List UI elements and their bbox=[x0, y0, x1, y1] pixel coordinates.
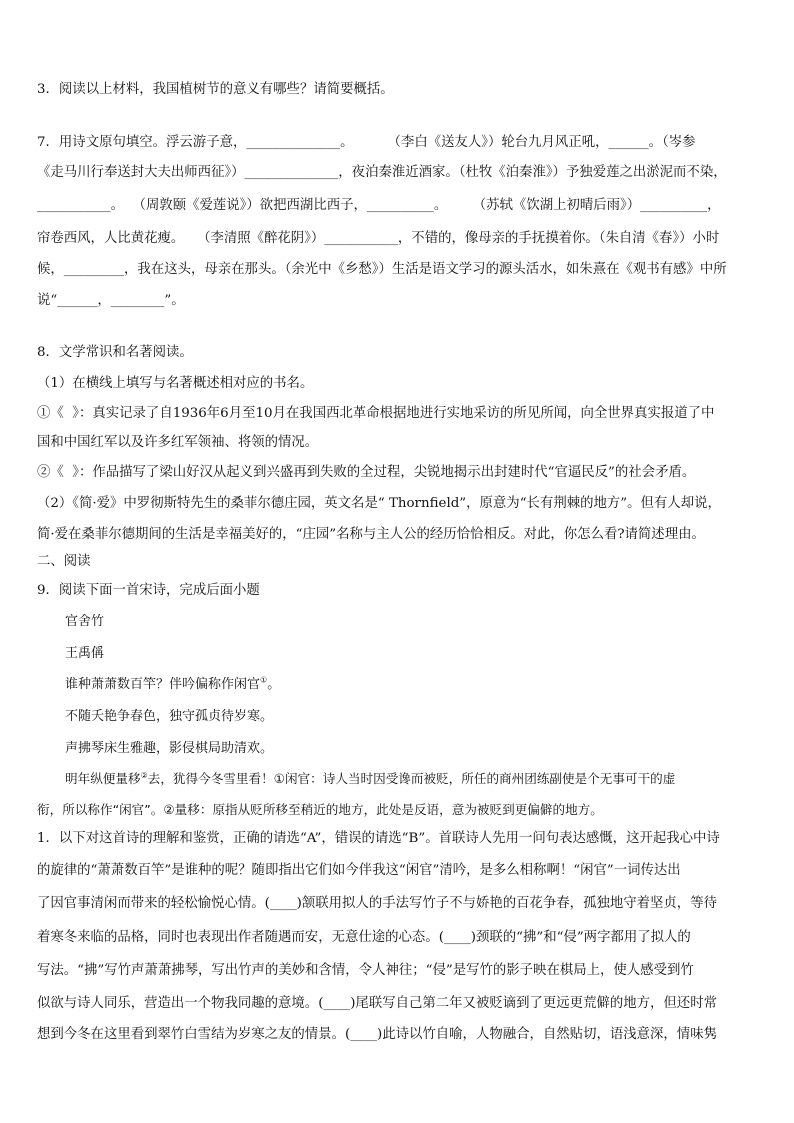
q7-line-4: 帘卷西风，人比黄花瘦。 （李清照《醉花阴》）___________，不错的，像母亲的手抚摸着你。（朱自清《春》）小时 bbox=[37, 231, 720, 246]
poem-line-4-text: 明年纵便量移 bbox=[65, 771, 141, 786]
q8-item-1-line-1: ①《 》：真实记录了自1936年6月至10月在我国西北革命根据地进行实地采访的所见所闻，向全世界真实报道了中 bbox=[37, 406, 715, 421]
q7-line-1: 7．用诗文原句填空。浮云游子意，______________。 （李白《送友人》）轮台九月风正吼，______。（岑参 bbox=[37, 135, 696, 150]
q9-1-line-1: 1．以下对这首诗的理解和鉴赏，正确的请选“A”，错误的请选“B”。首联诗人先用一问句表达感慨，这开起我心中诗 bbox=[37, 831, 720, 846]
q9-title: 9．阅读下面一首宋诗，完成后面小题 bbox=[37, 583, 260, 598]
q3-text: 3．阅读以上材料，我国植树节的意义有哪些？请简要概括。 bbox=[37, 82, 394, 97]
q8-title: 8．文学常识和名著阅读。 bbox=[37, 345, 193, 360]
q8-subquestion-1: （1）在横线上填写与名著概述相对应的书名。 bbox=[37, 376, 314, 391]
q7-line-2: 《走马川行奉送封大夫出师西征》）______________，夜泊秦淮近酒家。（杜牧《泊秦淮》）予独爱莲之出淤泥而不染， bbox=[37, 165, 727, 180]
q7-line-5: 候，_________，我在这头，母亲在那头。（余光中《乡愁》）生活是语文学习的源头活水，如朱熹在《观书有感》中所 bbox=[37, 262, 727, 277]
poem-line-4-note: 去，犹得今冬雪里看！①闲官：诗人当时因受谗而被贬，所任的商州团练副使是个无事可干的虚 bbox=[147, 771, 676, 786]
q9-1-line-6: 似欲与诗人同乐，营造出一个物我同趣的意境。(____)尾联写自己第二年又被贬谪到了更远更荒僻的地方，但还时常 bbox=[37, 996, 717, 1011]
footnote-mark-2: ② bbox=[140, 770, 148, 780]
poem-author: 王禹偁 bbox=[65, 646, 105, 661]
q9-1-line-4: 着寒冬来临的品格，同时也表现出作者随遇而安，无意仕途的心态。(____)颈联的“拂”和“侵”两字都用了拟人的 bbox=[37, 930, 691, 945]
q9-1-line-7: 想到今冬在这里看到翠竹白雪结为岁寒之友的情景。(____)此诗以竹自喻，人物融合，自然贴切，语浅意深，情味隽 bbox=[37, 1027, 717, 1042]
q9-1-line-5: 写法。“拂”写竹声萧萧拂琴，写出竹声的美妙和含情，令人神往；“侵”是写竹的影子映在棋局上，使人感受到竹 bbox=[37, 963, 694, 978]
q8-subquestion-2-line-1: （2）《简·爱》中罗彻斯特先生的桑菲尔德庄园，英文名是“ Thornfield”，原意为“长有荆棘的地方”。但有人却说， bbox=[37, 496, 721, 511]
q9-1-line-2: 的旋律的“萧萧数百竿”是谁种的呢？随即指出它们如今伴我这“闲官”清吟，是多么相称啊！“闲官”一词传达出 bbox=[37, 863, 681, 878]
poem-note-line-2: 衔，所以称作“闲官”。②量移：原指从贬所移至稍近的地方，此处是反语，意为被贬到更偏僻的地方。 bbox=[37, 802, 603, 817]
section-heading: 二、阅读 bbox=[37, 554, 91, 569]
footnote-mark-1: ① bbox=[260, 675, 268, 685]
poem-line-1-end: 。 bbox=[267, 677, 281, 692]
q7-line-6: 说“______，________”。 bbox=[37, 293, 185, 308]
q9-1-line-3: 了因官事清闲而带来的轻松愉悦心情。(____)颔联用拟人的手法写竹子不与娇艳的百花争春，孤独地守着坚贞，等待 bbox=[37, 896, 717, 911]
poem-line-4-with-note bbox=[65, 770, 675, 788]
poem-line-2: 不随夭艳争春色，独守孤贞待岁寒。 bbox=[65, 709, 274, 724]
poem-line-1-text: 谁种萧萧数百竿？伴吟偏称作闲官 bbox=[65, 677, 261, 692]
q8-subquestion-2-line-2: 简·爱在桑菲尔德期间的生活是幸福美好的，“庄园”名称与主人公的经历恰恰相反。对此，你怎么看?请简述理由。 bbox=[37, 527, 705, 542]
poem-line-3: 声拂琴床生雅趣，影侵棋局助清欢。 bbox=[65, 741, 274, 756]
q8-item-2: ②《 》：作品描写了梁山好汉从起义到兴盛再到失败的全过程，尖锐地揭示出封建时代“官逼民反”的社会矛盾。 bbox=[37, 465, 696, 480]
poem-line-1 bbox=[65, 676, 280, 694]
q8-item-1-line-2: 国和中国红军以及许多红军领袖、将领的情况。 bbox=[37, 435, 319, 450]
poem-title: 官舍竹 bbox=[65, 614, 105, 629]
q7-line-3: ___________。 （周敦颐《爱莲说》）欲把西湖比西子，__________。 （苏轼《饮湖上初晴后雨》）__________， bbox=[37, 198, 721, 213]
